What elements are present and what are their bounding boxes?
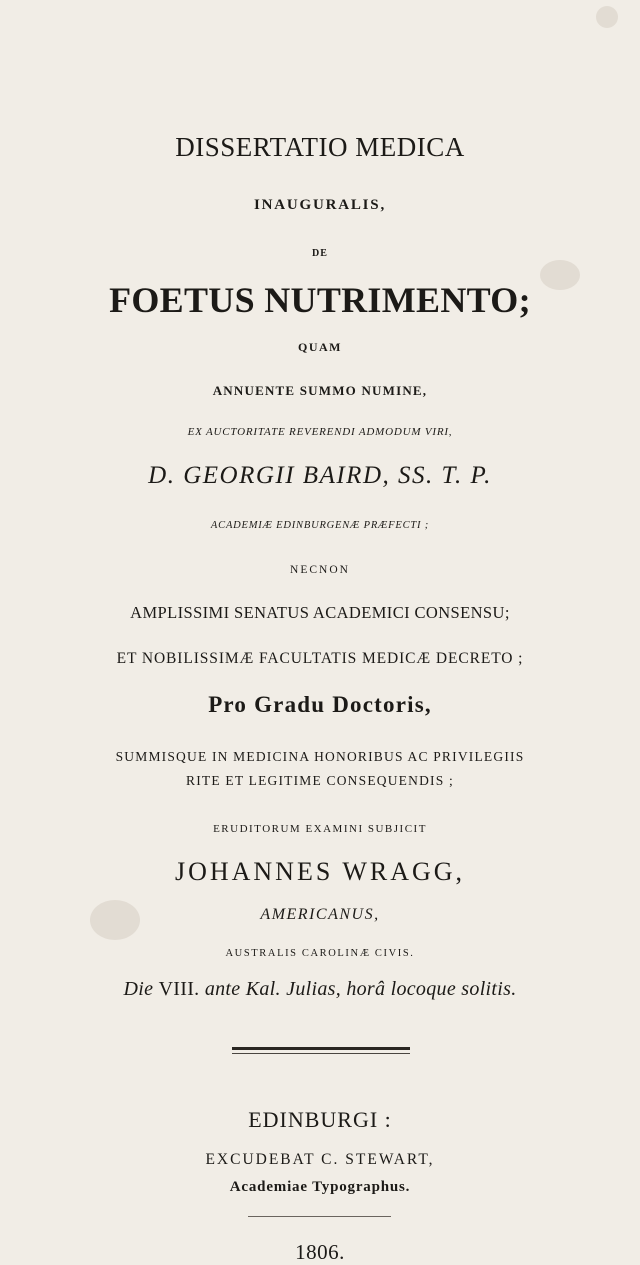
preposition-de: DE bbox=[312, 248, 328, 259]
die-numeral: VIII. bbox=[158, 978, 200, 1000]
author-nationality: AMERICANUS, bbox=[260, 906, 380, 923]
annuente-line: ANNUENTE SUMMO NUMINE, bbox=[212, 383, 428, 398]
imprint-year: 1806. bbox=[295, 1240, 345, 1264]
facultatis-line: ET NOBILISSIMÆ FACULTATIS MEDICÆ DECRETO ; bbox=[116, 650, 524, 667]
die-prefix: Die bbox=[123, 978, 154, 1000]
main-title: FOETUS NUTRIMENTO; bbox=[109, 280, 531, 320]
imprint-rule bbox=[248, 1216, 391, 1217]
paper-stain bbox=[596, 6, 618, 28]
quam-line: QUAM bbox=[298, 340, 342, 354]
summisque-line: SUMMISQUE IN MEDICINA HONORIBUS AC PRIVILEGIIS bbox=[115, 749, 525, 764]
pro-gradu-line: Pro Gradu Doctoris, bbox=[208, 692, 432, 717]
author-origin: AUSTRALIS CAROLINÆ CIVIS. bbox=[225, 948, 415, 959]
dissertation-heading: DISSERTATIO MEDICA bbox=[175, 132, 465, 162]
imprint-place: EDINBURGI : bbox=[248, 1107, 392, 1132]
double-rule-thick bbox=[232, 1047, 410, 1050]
die-rest: ante Kal. Julias, horâ locoque solitis. bbox=[204, 978, 517, 1000]
academiae-line: ACADEMIÆ EDINBURGENÆ PRÆFECTI ; bbox=[210, 520, 430, 531]
author-name: JOHANNES WRAGG, bbox=[174, 857, 466, 886]
eruditorum-line: ERUDITORUM EXAMINI SUBJICIT bbox=[213, 823, 427, 835]
dissertation-subheading: INAUGURALIS, bbox=[253, 197, 387, 213]
necnon-line: NECNON bbox=[290, 564, 350, 576]
imprint-printer: EXCUDEBAT C. STEWART, bbox=[205, 1151, 435, 1168]
rite-line: RITE ET LEGITIME CONSEQUENDIS ; bbox=[186, 773, 454, 788]
auctoritate-line: EX AUCTORITATE REVERENDI ADMODUM VIRI, bbox=[187, 426, 453, 438]
imprint-printer-title: Academiae Typographus. bbox=[229, 1179, 411, 1195]
examination-date bbox=[0, 978, 640, 1001]
senatus-line: AMPLISSIMI SENATUS ACADEMICI CONSENSU; bbox=[130, 603, 510, 622]
principal-name: D. GEORGII BAIRD, SS. T. P. bbox=[148, 462, 492, 489]
double-rule-thin bbox=[232, 1053, 410, 1054]
